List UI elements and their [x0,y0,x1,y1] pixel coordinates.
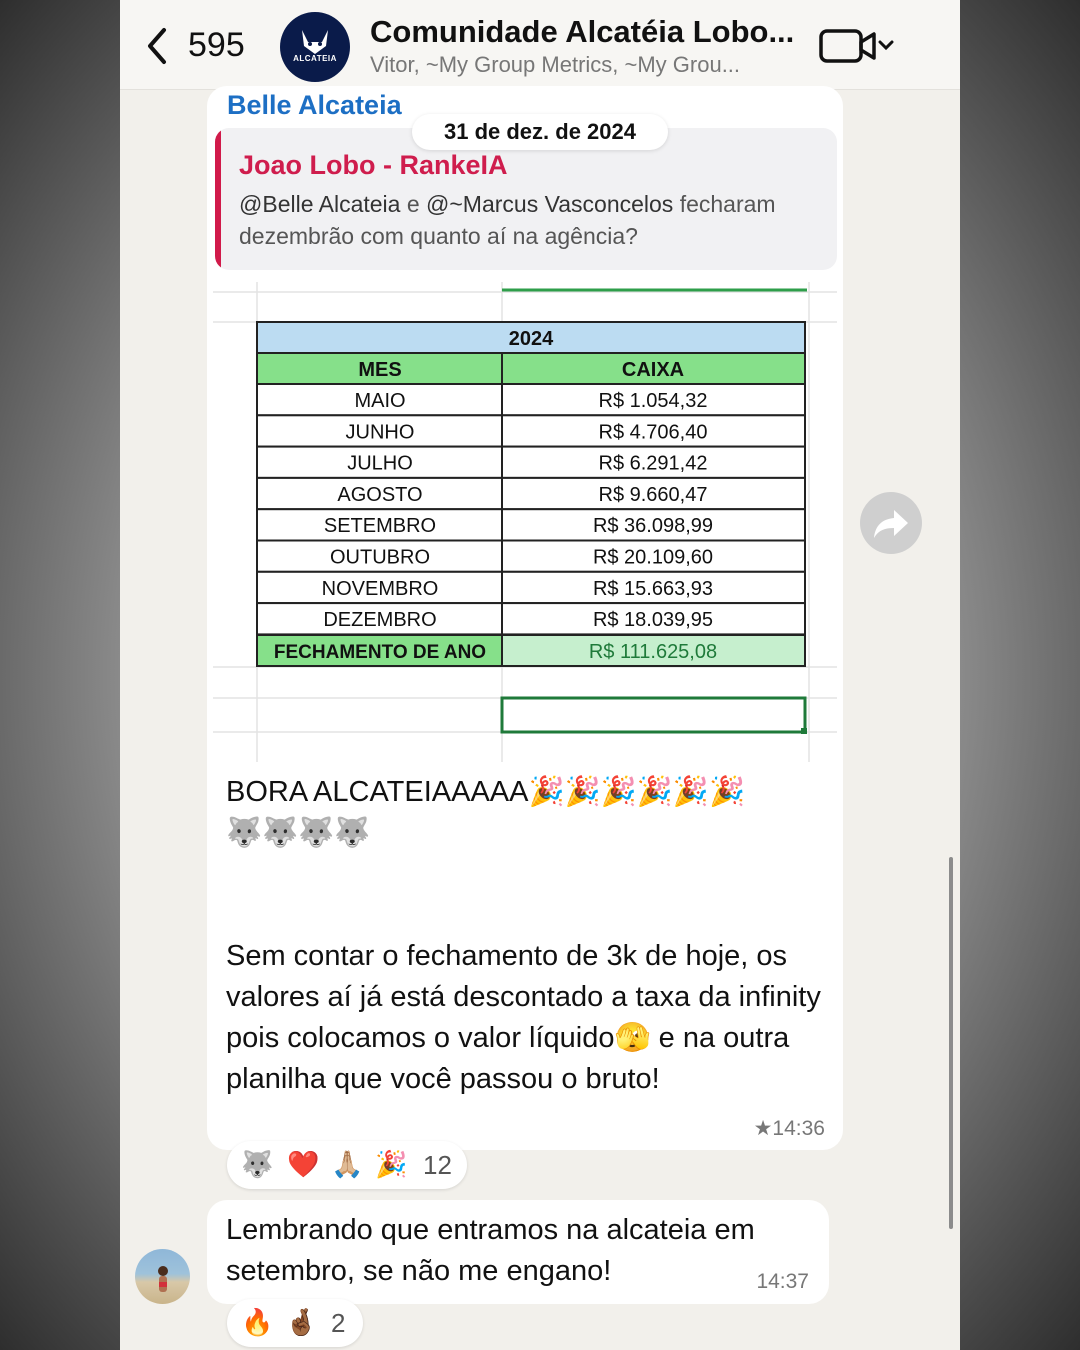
sheet-row-mes: JULHO [347,452,413,475]
total-label: FECHAMENTO DE ANO [273,642,487,663]
reaction-emoji: 🔥 [241,1307,274,1337]
sheet-row-caixa: R$ 4.706,40 [598,421,708,444]
message-time-starred: ★14:36 [753,1117,825,1140]
chat-screen [120,0,960,1350]
sheet-row-mes: SETEMBRO [323,515,437,538]
col-caixa: CAIXA [621,359,685,381]
scrollbar[interactable] [949,857,953,1229]
reaction-emoji: 🎉 [375,1149,408,1179]
party-emojis: 🎉🎉🎉🎉🎉🎉 [528,776,746,808]
person-photo-icon [135,1249,190,1304]
sheet-row-mes: AGOSTO [337,483,423,506]
reaction-count: 2 [331,1308,346,1338]
wolf-emojis: 🐺🐺🐺🐺 [226,817,371,849]
group-avatar[interactable] [280,12,350,82]
sheet-row-mes: DEZEMBRO [323,609,437,632]
message-time: 14:37 [756,1270,809,1293]
sheet-year: 2024 [508,328,554,350]
sheet-row-mes: OUTUBRO [330,546,430,569]
total-value: R$ 111.625,08 [588,641,718,663]
reaction-count: 12 [423,1150,452,1180]
sheet-row-caixa: R$ 36.098,99 [592,515,714,538]
message-bubble[interactable] [207,86,843,1150]
forward-arrow-icon [860,492,922,554]
reaction-emoji: 🙏🏼 [331,1149,364,1179]
face-emoji: 🫣 [614,1022,651,1054]
message-text: BORA ALCATEIAAAAA🎉🎉🎉🎉🎉🎉 🐺🐺🐺🐺 Sem contar o fechamento de 3k de hoje, os valores aí já está descontado a taxa da infinity pois colocamos o valor líquido🫣 e na outra planilha que você passou o bruto! [226,776,821,1095]
sheet-row-caixa: R$ 20.109,60 [592,546,714,569]
reactions-bar[interactable] [227,1141,467,1189]
video-call-icon[interactable] [818,26,908,66]
sheet-row-caixa: R$ 1.054,32 [598,390,708,412]
mention[interactable]: @Belle Alcateia [239,191,401,217]
group-members[interactable]: Vitor, ~My Group Metrics, ~My Grou... [370,52,741,77]
sender-name[interactable]: Belle Alcateia [227,90,402,120]
unread-count[interactable]: 595 [188,26,245,64]
sheet-row-caixa: R$ 18.039,95 [592,609,714,632]
sheet-row-mes: NOVEMBRO [321,577,439,600]
back-chevron-icon[interactable] [142,26,172,66]
quoted-sender: Joao Lobo - RankeIA [239,150,508,180]
reaction-emoji: ❤️ [287,1149,320,1179]
spreadsheet-svg [213,282,837,762]
spreadsheet-image[interactable] [213,282,837,762]
quote-bar [215,128,221,270]
message-bubble[interactable] [207,1200,829,1304]
sender-avatar[interactable] [135,1249,190,1304]
message-paragraph: Sem contar o fechamento de 3k de hoje, os valores aí já está descontado a taxa da infinity pois colocamos o valor líquido [226,940,821,1054]
reaction-emoji: 🤞🏾 [285,1307,318,1337]
group-avatar-text: ALCATEIA [293,54,337,63]
sheet-row-caixa: R$ 15.663,93 [592,577,714,600]
sheet-row-caixa: R$ 9.660,47 [598,483,708,506]
date-pill: 31 de dez. de 2024 [412,114,668,150]
reaction-emoji: 🐺 [241,1149,274,1179]
forward-button[interactable] [860,492,922,554]
mention[interactable]: @~Marcus Vasconcelos [426,191,674,217]
col-mes: MES [358,359,402,381]
quoted-text: @Belle Alcateia e @~Marcus Vasconcelos fecharam dezembrão com quanto aí na agência? [239,191,776,249]
message-text: Lembrando que entramos na alcateia em setembro, se não me engano! [226,1214,755,1287]
group-title[interactable]: Comunidade Alcatéia Lobo... [370,14,795,49]
reactions-bar[interactable] [227,1299,363,1347]
sheet-row-caixa: R$ 6.291,42 [598,452,708,475]
sheet-row-mes: JUNHO [345,421,415,444]
message-line1: BORA ALCATEIAAAAA [226,776,529,808]
wolf-logo-icon [280,12,350,82]
sheet-row-mes: MAIO [354,390,406,412]
chat-header [120,0,960,90]
